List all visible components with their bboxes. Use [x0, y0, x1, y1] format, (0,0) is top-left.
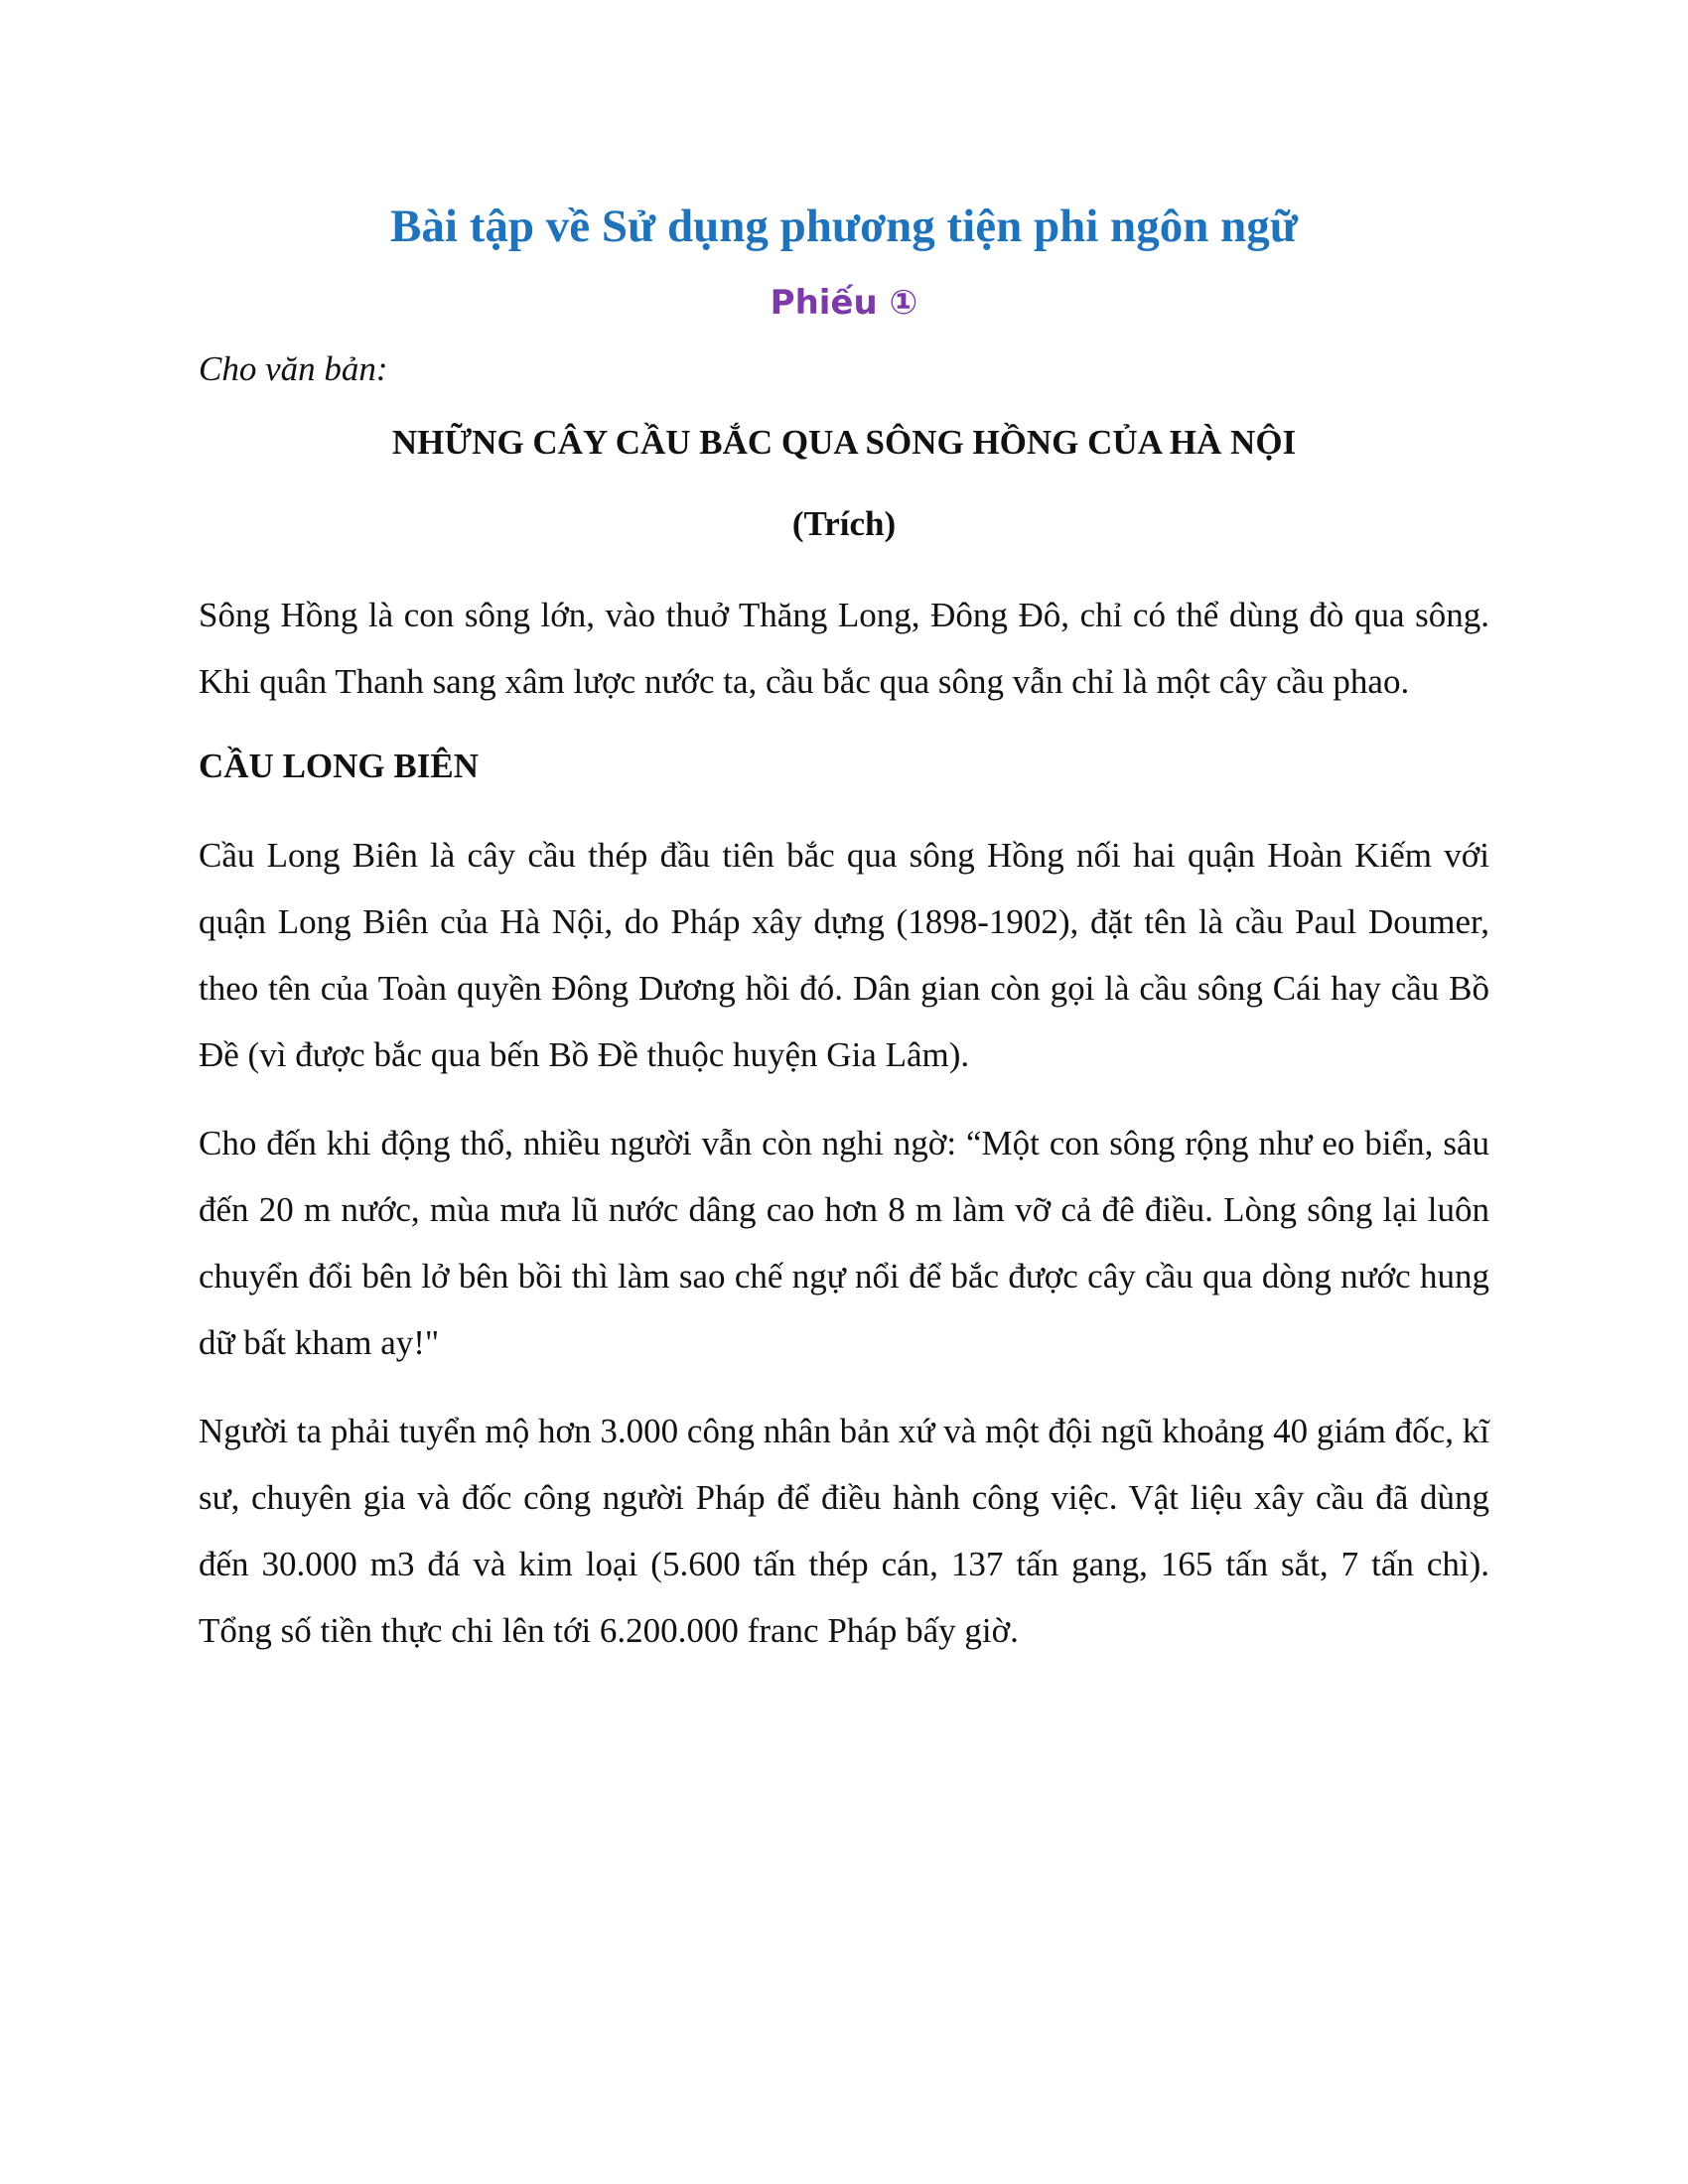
intro-paragraph: Sông Hồng là con sông lớn, vào thuở Thăng Long, Đông Đô, chỉ có thể dùng đò qua sông. Khi quân Thanh sang xâm lược nước ta, cầu bắc qua sông vẫn chỉ là một cây cầu phao. — [199, 596, 1489, 701]
excerpt-note: (Trích) — [791, 504, 897, 543]
section-heading: CẦU LONG BIÊN — [199, 747, 479, 785]
document-content — [199, 195, 1489, 1664]
worksheet-label: Phiếu ① — [770, 283, 918, 323]
section-paragraph: Người ta phải tuyển mộ hơn 3.000 công nhân bản xứ và một đội ngũ khoảng 40 giám đốc, kĩ sư, chuyên gia và đốc công người Pháp để điều hành công việc. Vật liệu xây cầu đã dùng đến 30.000 m3 đá và kim loại (5.600 tấn thép cán, 137 tấn gang, 165 tấn sắt, 7 tấn chì). Tổng số tiền thực chi lên tới 6.200.000 franc Pháp bấy giờ. — [199, 1412, 1489, 1650]
document-title: Bài tập về Sử dụng phương tiện phi ngôn ngữ — [390, 201, 1298, 252]
section-paragraph: Cầu Long Biên là cây cầu thép đầu tiên bắc qua sông Hồng nối hai quận Hoàn Kiếm với quận Long Biên của Hà Nội, do Pháp xây dựng (1898-1902), đặt tên là cầu Paul Doumer, theo tên của Toàn quyền Đông Dương hồi đó. Dân gian còn gọi là cầu sông Cái hay cầu Bồ Đề (vì được bắc qua bến Bồ Đề thuộc huyện Gia Lâm). — [199, 836, 1489, 1074]
intro-text: Cho văn bản: — [199, 349, 388, 388]
text-title: NHỮNG CÂY CẦU BẮC QUA SÔNG HỒNG CỦA HÀ NỘI — [391, 423, 1297, 462]
section-paragraph: Cho đến khi động thổ, nhiều người vẫn còn nghi ngờ: “Một con sông rộng như eo biển, sâu đến 20 m nước, mùa mưa lũ nước dâng cao hơn 8 m làm vỡ cả đê điều. Lòng sông lại luôn chuyển đổi bên lở bên bồi thì làm sao chế ngự nổi để bắc được cây cầu qua dòng nước hung dữ bất kham ay!" — [199, 1124, 1489, 1362]
